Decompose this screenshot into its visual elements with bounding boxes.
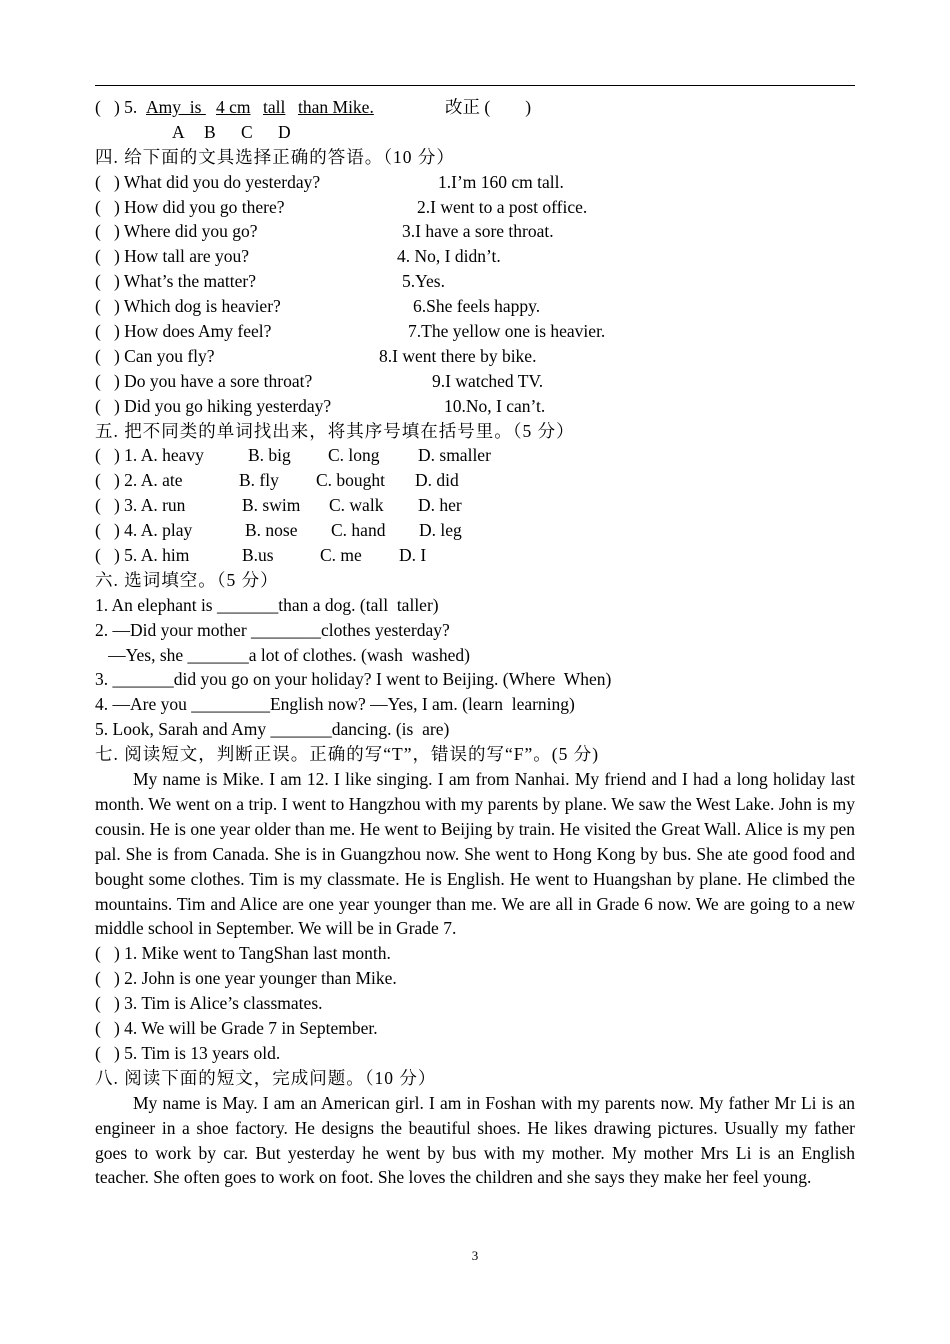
s4-answer: 5.Yes. [402, 271, 445, 292]
s5-option-d: D. did [415, 470, 459, 491]
s6-line: 4. —Are you _________English now? —Yes, I am. (learn learning) [95, 694, 575, 715]
s4-question: ( ) How does Amy feel? [95, 321, 272, 342]
exam-page [95, 95, 855, 1190]
page-number: 3 [471, 1248, 479, 1263]
s6-line: 2. —Did your mother ________clothes yesterday? [95, 619, 450, 640]
s4-question: ( ) Did you go hiking yesterday? [95, 395, 332, 416]
s7-item: ( ) 4. We will be Grade 7 in September. [95, 1018, 378, 1039]
s4-row [95, 244, 855, 269]
s4-answer: 6.She feels happy. [413, 296, 541, 317]
letter-d: D [278, 121, 291, 142]
q5-correction: 改正 ( ) [445, 97, 532, 117]
q5-word-d: than Mike. [298, 97, 374, 117]
letter-a: A [172, 121, 185, 142]
s5-option-d: D. smaller [418, 445, 491, 466]
s4-question: ( ) What’s the matter? [95, 271, 257, 292]
s7-item: ( ) 3. Tim is Alice’s classmates. [95, 993, 323, 1014]
letter-b: B [204, 121, 216, 142]
s4-question: ( ) Where did you go? [95, 221, 258, 242]
s5-option-b: B. nose [245, 520, 298, 541]
s5-option-b: B. big [248, 445, 291, 466]
s5-option-d: D. leg [419, 520, 462, 541]
s4-row [95, 294, 855, 319]
s4-answer: 2.I went to a post office. [417, 196, 588, 217]
section7-heading: 七. 阅读短文，判断正误。正确的写“T”，错误的写“F”。(5 分) [95, 744, 600, 765]
s4-question: ( ) Which dog is heavier? [95, 296, 281, 317]
q5-bracket: ( ) 5. [95, 97, 138, 117]
s5-option-b: B.us [242, 545, 274, 566]
s5-option-c: C. long [328, 445, 380, 466]
s4-question: ( ) How tall are you? [95, 246, 250, 267]
section4-heading: 四. 给下面的文具选择正确的答语。（10 分） [95, 146, 455, 167]
s4-row [95, 195, 855, 220]
s5-option-d: D. her [418, 495, 462, 516]
s7-item: ( ) 1. Mike went to TangShan last month. [95, 943, 391, 964]
s5-row [95, 543, 855, 568]
s7-item: ( ) 5. Tim is 13 years old. [95, 1042, 281, 1063]
s4-question: ( ) Can you fly? [95, 345, 215, 366]
q5-word-a: Amy is [146, 97, 206, 117]
q5-letters [95, 120, 855, 145]
s5-option-c: C. hand [331, 520, 386, 541]
s5-option-a: ( ) 1. A. heavy [95, 445, 204, 466]
s5-option-c: C. bought [316, 470, 386, 491]
s4-answer: 7.The yellow one is heavier. [408, 321, 606, 342]
s4-row [95, 269, 855, 294]
section5-heading: 五. 把不同类的单词找出来，将其序号填在括号里。（5 分） [95, 420, 575, 441]
letter-c: C [241, 121, 253, 142]
s4-row [95, 369, 855, 394]
header-rule [95, 85, 855, 86]
s5-option-b: B. swim [242, 495, 301, 516]
s4-answer: 3.I have a sore throat. [402, 221, 554, 242]
s5-row [95, 518, 855, 543]
section6-heading: 六. 选词填空。（5 分） [95, 569, 279, 590]
s5-option-a: ( ) 3. A. run [95, 495, 186, 516]
s7-passage: My name is Mike. I am 12. I like singing. I am from Nanhai. My friend and I had a long holiday last month. We went on a trip. I went to Hangzhou with my parents by plane. We saw the West Lake. John is my cousin. He is one year older than me. He went to Beijing by train. He visited the Great Wall. Alice is my pen pal. She is from Canada. She is in Guangzhou now. She went to Hong Kong by bus. She ate good food and bought some clothes. Tim is my classmate. He is English. He went to Huangshan by plane. He climbed the mountains. Tim and Alice are one year younger than me. We are all in Grade 6 now. We are going to a new middle school in September. We will be in Grade 7. [95, 769, 855, 939]
s4-question: ( ) Do you have a sore throat? [95, 370, 313, 391]
s4-row [95, 319, 855, 344]
s6-line: 3. _______did you go on your holiday? I went to Beijing. (Where When) [95, 669, 612, 690]
s5-option-c: C. walk [329, 495, 384, 516]
s7-item: ( ) 2. John is one year younger than Mike. [95, 968, 397, 989]
s6-line: 1. An elephant is _______than a dog. (tall taller) [95, 594, 439, 615]
q5-word-c: tall [263, 97, 286, 117]
s5-option-c: C. me [320, 545, 362, 566]
s4-answer: 4. No, I didn’t. [397, 246, 501, 267]
s4-row [95, 219, 855, 244]
s5-option-d: D. I [399, 545, 427, 566]
s4-row [95, 394, 855, 419]
s4-answer: 8.I went there by bike. [379, 345, 537, 366]
q5-word-b: 4 cm [216, 97, 251, 117]
s5-option-a: ( ) 4. A. play [95, 520, 193, 541]
s5-option-a: ( ) 5. A. him [95, 545, 190, 566]
s4-row [95, 170, 855, 195]
s6-line: —Yes, she _______a lot of clothes. (wash washed) [95, 644, 470, 665]
s6-line: 5. Look, Sarah and Amy _______dancing. (is are) [95, 719, 450, 740]
s4-answer: 1.I’m 160 cm tall. [438, 171, 564, 192]
section8-heading: 八. 阅读下面的短文，完成问题。（10 分） [95, 1067, 437, 1088]
q5-line [95, 95, 855, 120]
s4-answer: 9.I watched TV. [432, 370, 544, 391]
s5-option-a: ( ) 2. A. ate [95, 470, 183, 491]
s4-row [95, 344, 855, 369]
s5-option-b: B. fly [239, 470, 279, 491]
s4-question: ( ) How did you go there? [95, 196, 285, 217]
s8-passage: My name is May. I am an American girl. I am in Foshan with my parents now. My father Mr Li is an engineer in a shoe factory. He designs the beautiful shoes. He likes drawing pictures. Usually my father goes to work by car. But yesterday he went by bus with my mother. My mother Mrs Li is an English teacher. She often goes to work on foot. She loves the children and she says they make her feel young. [95, 1092, 855, 1188]
s5-row [95, 468, 855, 493]
s4-answer: 10.No, I can’t. [444, 395, 546, 416]
s4-question: ( ) What did you do yesterday? [95, 171, 321, 192]
s5-row [95, 493, 855, 518]
s5-row [95, 443, 855, 468]
